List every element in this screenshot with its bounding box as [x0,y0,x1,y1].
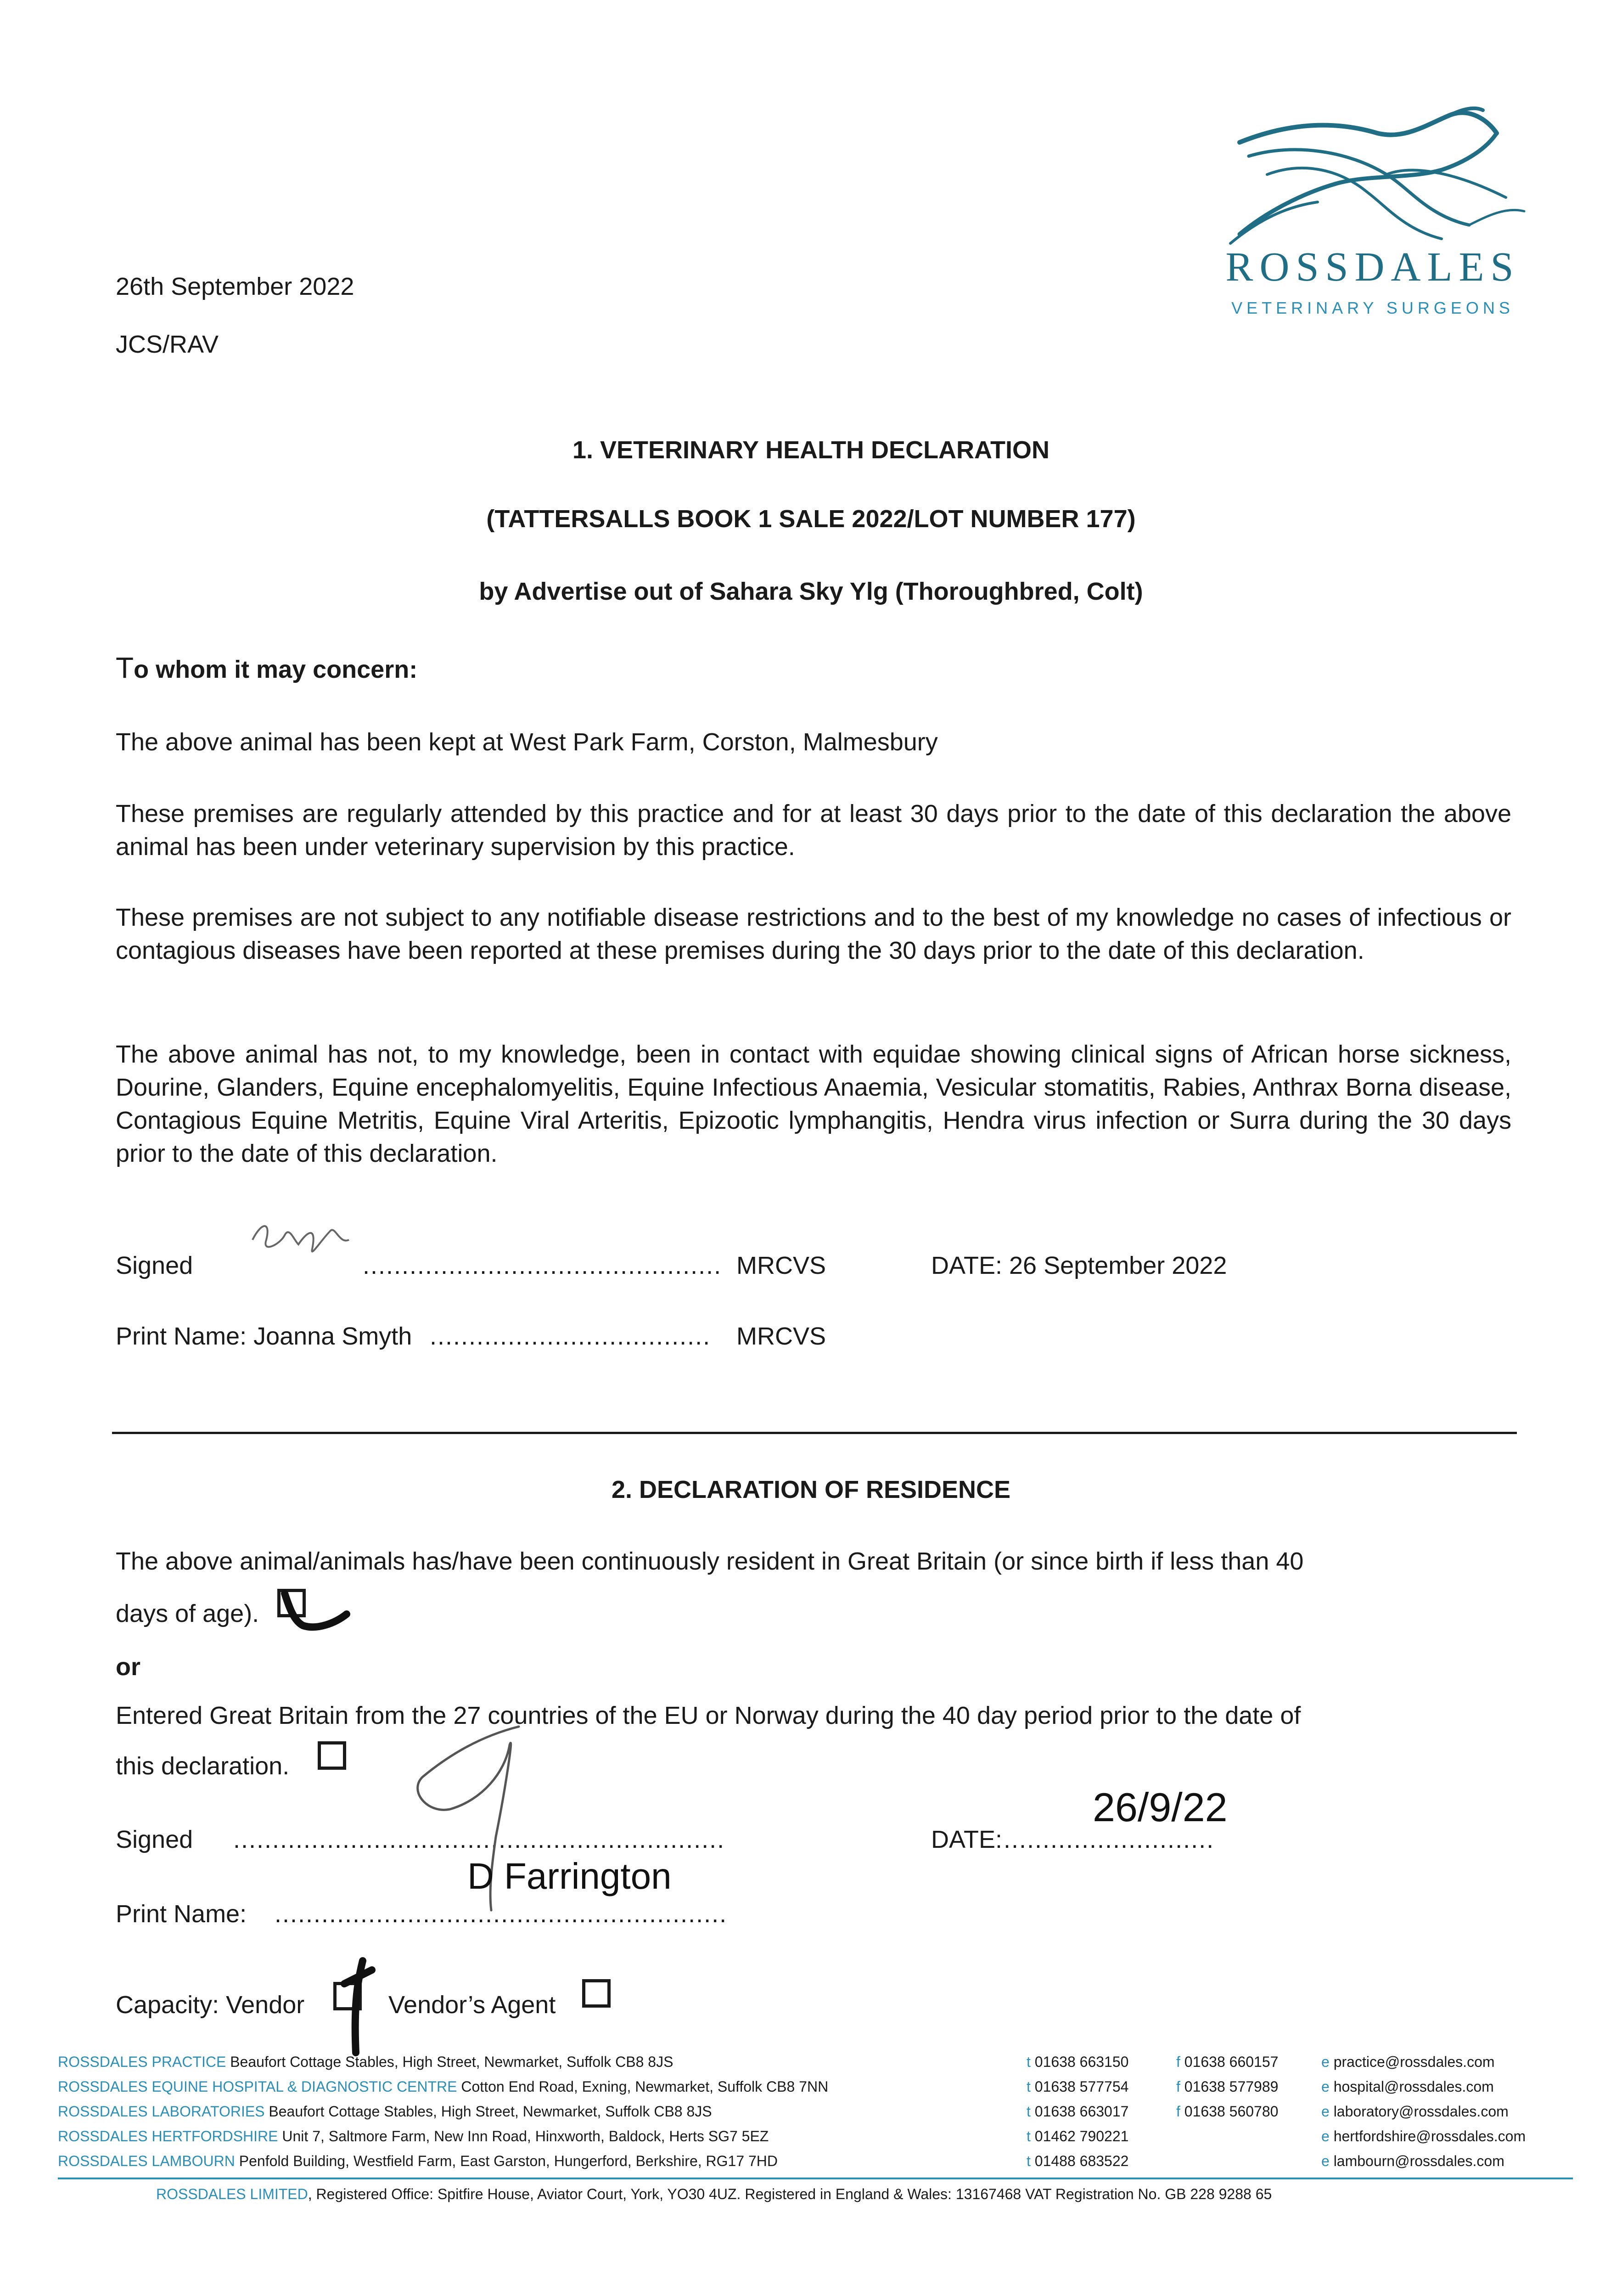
footer-tel [1027,2127,1128,2145]
vet-print-name-dots: .................................... [430,1322,711,1350]
option1-line1: The above animal/animals has/have been continuously resident in Great Britain (or since birth if less than 40 [116,1548,1304,1575]
agent-label: Vendor’s Agent [388,1991,556,2019]
registered-company-name: ROSSDALES LIMITED [156,2186,308,2202]
footer-row [58,2127,769,2145]
fax-prefix: f [1176,2054,1180,2070]
vet-print-name: Print Name: Joanna Smyth [116,1322,412,1350]
footer-address: Penfold Building, Westfield Farm, East Garston, Hungerford, Berkshire, RG17 7HD [235,2153,778,2169]
fax-prefix: f [1176,2078,1180,2095]
footer-row [58,2152,778,2170]
footer-fax [1176,2077,1278,2096]
section2-title: 2. DECLARATION OF RESIDENCE [611,1476,1011,1503]
resident-signed-dots: ............................................................... [233,1826,725,1853]
email-address[interactable]: hospital@rossdales.com [1333,2078,1494,2095]
section1-horse: by Advertise out of Sahara Sky Ylg (Thoroughbred, Colt) [479,578,1143,605]
resident-date-value: 26/9/22 [1093,1784,1228,1830]
tel-number: 01462 790221 [1034,2128,1129,2144]
tel-number: 01638 577754 [1034,2078,1129,2095]
footer-address: Beaufort Cottage Stables, High Street, Newmarket, Suffolk CB8 8JS [226,2054,673,2070]
footer-org-name: ROSSDALES EQUINE HOSPITAL & DIAGNOSTIC CENTRE [58,2078,457,2095]
logo-name: ROSSDALES [1225,244,1520,290]
footer-divider [58,2178,1573,2179]
tel-prefix: t [1027,2078,1031,2095]
para-restrictions: These premises are not subject to any notifiable disease restrictions and to the best of my knowledge no cases of infectious or contagious diseases have been reported at these premises during the 30 days prior to the date of this declaration. [116,904,1511,964]
footer-address: Unit 7, Saltmore Farm, New Inn Road, Hinxworth, Baldock, Herts SG7 5EZ [278,2128,769,2144]
footer-org-name: ROSSDALES PRACTICE [58,2054,226,2070]
logo-tagline: VETERINARY SURGEONS [1231,298,1514,317]
option2-line2: this declaration. [116,1752,290,1780]
option1-line2: days of age). [116,1600,259,1627]
footer-tel [1027,2152,1128,2170]
resident-signed-label: Signed [116,1826,193,1853]
tel-number: 01638 663150 [1034,2054,1129,2070]
footer-email[interactable] [1321,2152,1504,2170]
tel-prefix: t [1027,2103,1031,2120]
vet-date: DATE: 26 September 2022 [931,1252,1227,1279]
option2-checkbox[interactable] [318,1741,346,1770]
option1-tick-mark [271,1580,354,1635]
para-contact: The above animal has not, to my knowledge, been in contact with equidae showing clinical signs of African horse sickness, Dourine, Glanders, Equine encephalomyelitis, Equine Infectious Anaemia, Vesicular stomatitis, Rabies, Anthrax Borna disease, Contagious Equine Metritis, Equine Viral Arteritis, Epizootic lymphangitis, Hendra virus infection or Surra during the 30 days prior to the date of this declaration. [116,1041,1511,1167]
resident-print-name-dots: .......................................................... [275,1900,728,1928]
tel-prefix: t [1027,2128,1031,2144]
email-prefix: e [1321,2153,1330,2169]
tel-prefix: t [1027,2153,1031,2169]
para-attended: These premises are regularly attended by this practice and for at least 30 days prior to the date of this declaration the above animal has been under veterinary supervision by this practice. [116,800,1511,861]
email-prefix: e [1321,2054,1330,2070]
resident-print-name-value: D Farrington [467,1856,672,1896]
email-address[interactable]: hertfordshire@rossdales.com [1333,2128,1526,2144]
vet-signed-dots: .............................................. [363,1252,722,1279]
tel-number: 01638 663017 [1034,2103,1129,2120]
vet-print-name-mrcvs: MRCVS [736,1322,826,1350]
horse-logo-icon [1212,106,1533,257]
footer-registered [156,2185,1272,2203]
tel-number: 01488 683522 [1034,2153,1129,2169]
vendor-tick-mark [335,1952,376,2057]
resident-date-dots: ........................... [1004,1826,1215,1853]
section-divider [112,1432,1517,1434]
footer-tel [1027,2077,1128,2096]
vet-signed-mrcvs: MRCVS [736,1252,826,1279]
footer-address: Cotton End Road, Exning, Newmarket, Suffolk CB8 7NN [457,2078,829,2095]
footer-org-name: ROSSDALES LABORATORIES [58,2103,265,2120]
para-kept-at: The above animal has been kept at West Park Farm, Corston, Malmesbury [116,728,938,756]
letter-date: 26th September 2022 [116,273,354,300]
salutation-initial: T [116,651,134,684]
footer-email[interactable] [1321,2127,1526,2145]
footer-org-name: ROSSDALES LAMBOURN [58,2153,235,2169]
footer-fax [1176,2102,1278,2121]
or-label: or [116,1653,140,1681]
vet-signed-label: Signed [116,1252,193,1279]
section1-title: 1. VETERINARY HEALTH DECLARATION [572,436,1050,464]
email-prefix: e [1321,2103,1330,2120]
footer-org-name: ROSSDALES HERTFORDSHIRE [58,2128,278,2144]
fax-number: 01638 560780 [1184,2103,1279,2120]
footer-row [58,2077,828,2096]
letter-reference: JCS/RAV [116,331,219,358]
email-prefix: e [1321,2078,1330,2095]
footer-row [58,2053,673,2071]
rossdales-logo [1212,106,1533,326]
email-address[interactable]: practice@rossdales.com [1333,2054,1495,2070]
resident-date-label: DATE: [931,1826,1003,1853]
vet-signature [243,1212,363,1263]
email-prefix: e [1321,2128,1330,2144]
registered-office-text: , Registered Office: Spitfire House, Aviator Court, York, YO30 4UZ. Registered in England & Wales: 13167468 VAT Registration No. GB 228 9288 65 [308,2186,1272,2202]
footer-email[interactable] [1321,2077,1494,2096]
email-address[interactable]: laboratory@rossdales.com [1333,2103,1509,2120]
footer-email[interactable] [1321,2102,1509,2121]
capacity-label: Capacity: Vendor [116,1991,305,2019]
salutation [116,651,417,686]
footer-email[interactable] [1321,2053,1495,2071]
tel-prefix: t [1027,2054,1031,2070]
salutation-rest: o whom it may concern: [134,656,418,683]
footer-fax [1176,2053,1278,2071]
section1-subtitle: (TATTERSALLS BOOK 1 SALE 2022/LOT NUMBER 177) [486,505,1136,533]
fax-prefix: f [1176,2103,1180,2120]
footer-address: Beaufort Cottage Stables, High Street, Newmarket, Suffolk CB8 8JS [264,2103,712,2120]
footer-row [58,2102,712,2121]
agent-checkbox[interactable] [582,1979,611,2008]
footer-tel [1027,2102,1128,2121]
email-address[interactable]: lambourn@rossdales.com [1333,2153,1504,2169]
resident-print-name-label: Print Name: [116,1900,247,1928]
option2-line1: Entered Great Britain from the 27 countries of the EU or Norway during the 40 day period prior to the date of [116,1702,1301,1729]
fax-number: 01638 660157 [1184,2054,1279,2070]
footer-tel [1027,2053,1128,2071]
fax-number: 01638 577989 [1184,2078,1279,2095]
